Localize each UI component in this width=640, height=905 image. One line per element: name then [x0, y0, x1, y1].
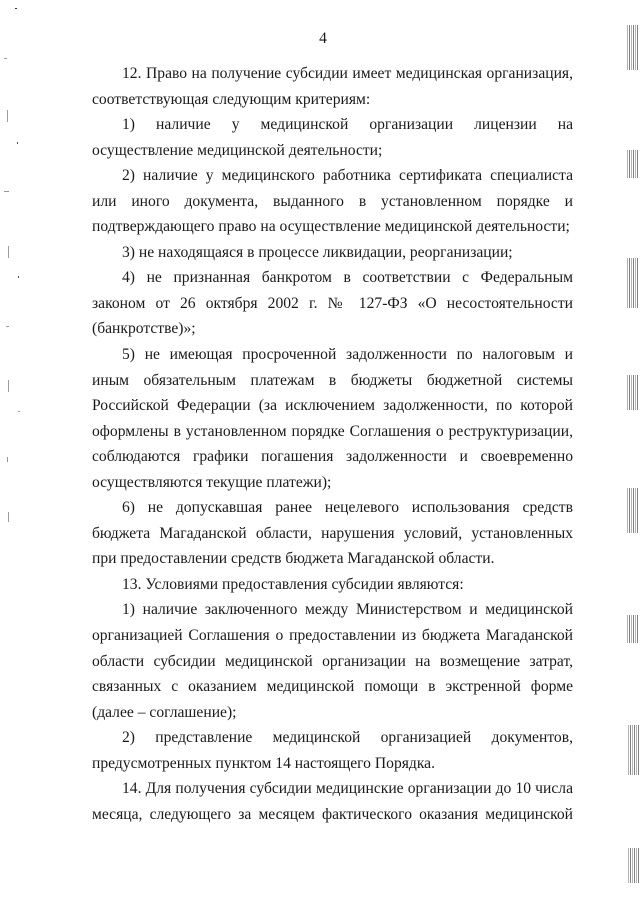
scan-artifact — [4, 191, 9, 192]
scan-artifact — [7, 457, 8, 462]
scan-artifact — [627, 258, 639, 308]
paragraph-12-item-5: 5) не имеющая просроченной задолженности по налоговым и иным обязательным платежам в бюджеты бюджетной системы Российской Федерации (за исключением задолженности, по которой оформлены в установленном порядке Соглашения о реструктуризации, соблюдаются графики погашения задолженности и своевременно осуществляются текущие платежи); — [92, 346, 573, 491]
paragraph-14: 14. Для получения субсидии медицинские организации до 10 числа месяца, следующего за месяцем фактического оказания медицинской — [92, 780, 573, 823]
scan-artifact — [627, 615, 639, 643]
scan-artifact — [18, 411, 20, 412]
scan-artifact — [8, 246, 9, 258]
paragraph-12-item-3: 3) не находящаяся в процессе ликвидации, реорганизации; — [122, 243, 513, 261]
paragraph-12-item-1: 1) наличие у медицинской организации лицензии на осуществление медицинской деятельности; — [92, 116, 573, 159]
scan-artifact — [8, 380, 9, 392]
scan-artifact — [628, 848, 640, 883]
scan-artifact — [17, 142, 18, 144]
scan-artifact — [627, 375, 639, 410]
paragraph-13-item-1: 1) наличие заключенного между Министерством и медицинской организацией Соглашения о предоставлении из бюджета Магаданской области субсидии медицинской организации на возмещение затрат, связанных с оказанием медицинской помощи в экстренной форме (далее – соглашение); — [92, 601, 573, 721]
document-body — [92, 61, 573, 827]
paragraph-13-item-2: 2) представление медицинской организацией документов, предусмотренных пунктом 14 настоящего Порядка. — [92, 729, 573, 772]
paragraph-12: 12. Право на получение субсидии имеет медицинская организация, соответствующая следующим критериям: — [92, 65, 573, 108]
paragraph-12-item-6: 6) не допускавшая ранее нецелевого использования средств бюджета Магаданской области, нарушения условий, установленных при предоставлении средств бюджета Магаданской области. — [92, 499, 573, 568]
scan-artifact — [8, 512, 9, 522]
scan-artifact — [627, 488, 639, 533]
scan-artifact — [4, 58, 7, 59]
scan-artifact — [7, 110, 8, 122]
scan-artifact — [627, 25, 639, 70]
paragraph-12-item-2: 2) наличие у медицинского работника сертификата специалиста или иного документа, выданного в установленном порядке и подтверждающего право на осуществление медицинской деятельности; — [92, 167, 573, 236]
paragraph-12-item-4: 4) не признанная банкротом в соответствии с Федеральным законом от 26 октября 2002 г. № 127-ФЗ «О несостоятельности (банкротстве)»; — [92, 269, 573, 338]
paragraph-13: 13. Условиями предоставления субсидии являются: — [122, 575, 464, 593]
scan-artifact — [18, 276, 19, 278]
scan-artifact — [627, 150, 639, 178]
page-number: 4 — [319, 30, 327, 47]
scan-artifact — [628, 725, 640, 775]
scan-artifact — [6, 326, 9, 327]
scan-artifact — [15, 8, 17, 9]
